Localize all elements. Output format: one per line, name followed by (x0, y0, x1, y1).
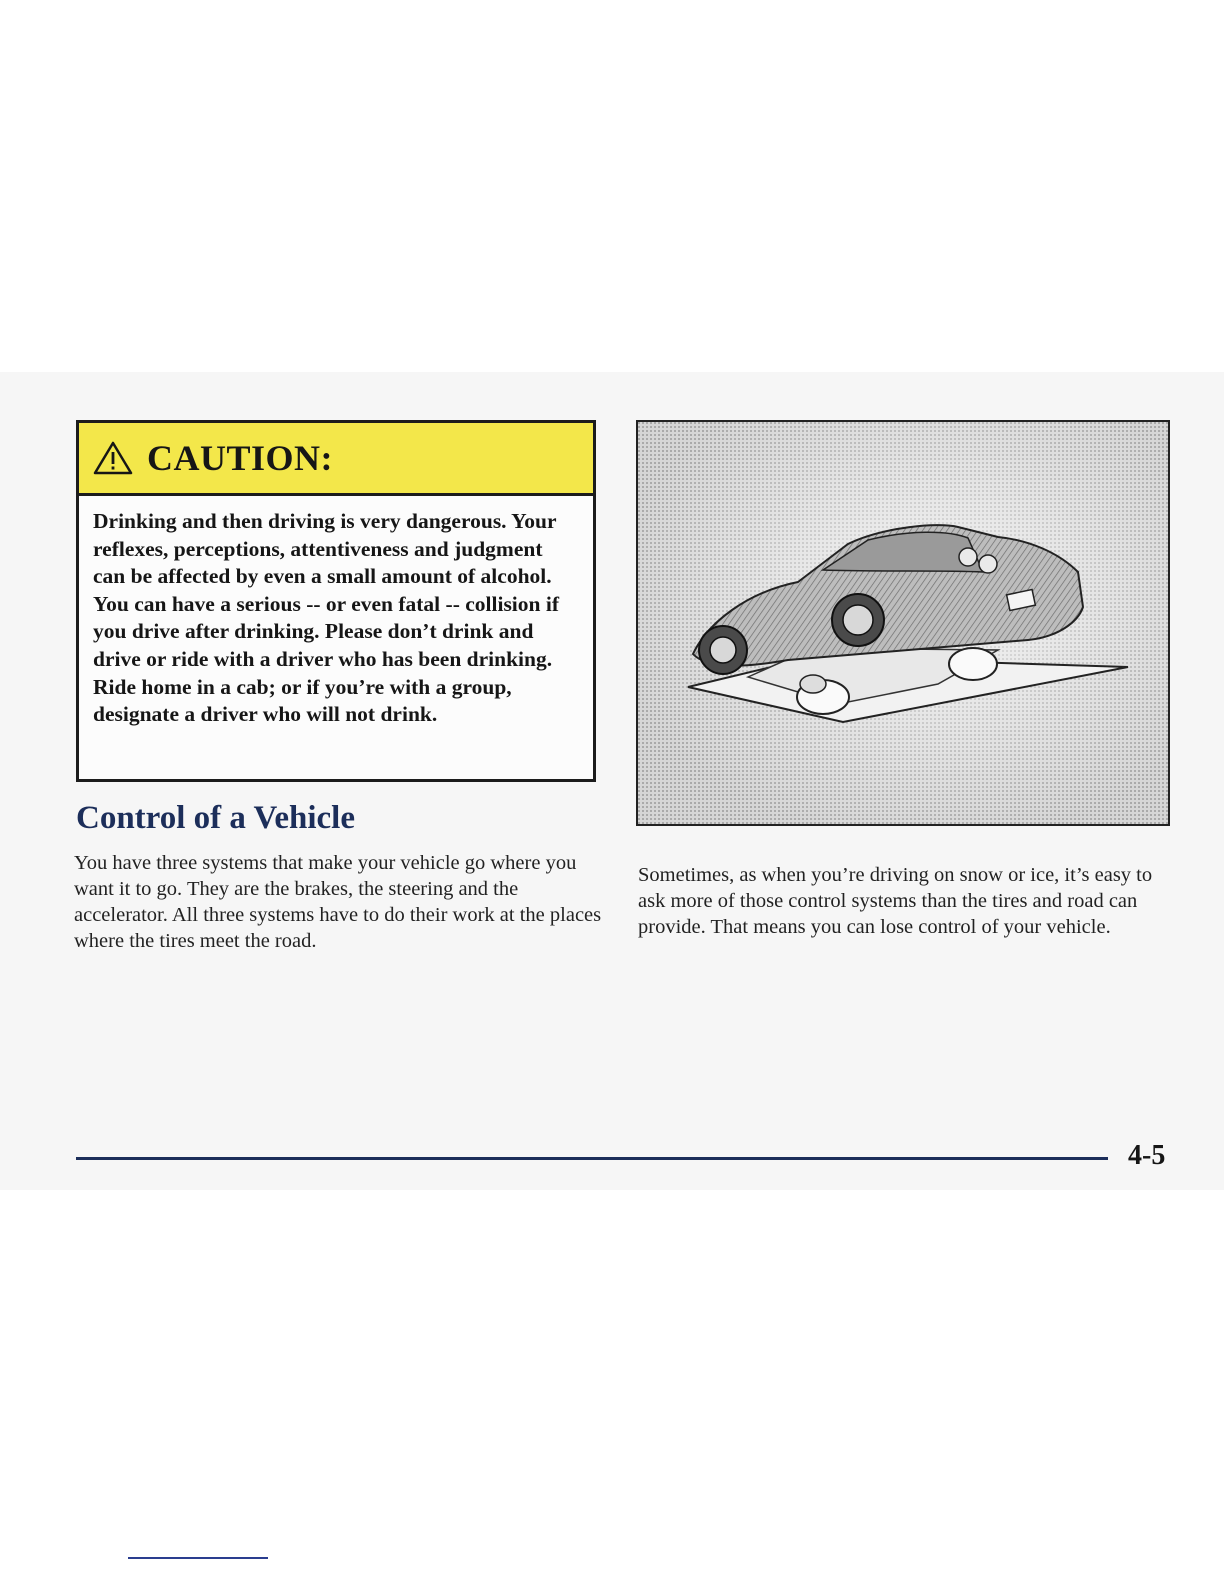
warning-triangle-icon (93, 440, 133, 476)
section-title: Control of a Vehicle (76, 800, 355, 836)
caution-text: Drinking and then driving is very dangerous. Your reflexes, perceptions, attentiveness and judgment can be affected by even a small amount of alcohol. You can have a serious -- or even fatal -- collision if you drive after drinking. Please don’t drink and drive or ride with a driver who has been drinking. Ride home in a cab; or if you’re with a group, designate a driver who will not drink. (93, 509, 559, 727)
bottom-rule (128, 1557, 268, 1559)
page-number: 4-5 (1128, 1140, 1166, 1171)
caution-title: CAUTION: (147, 438, 334, 478)
caution-box (76, 420, 596, 782)
footer-rule (76, 1157, 1108, 1160)
body-paragraph-left: You have three systems that make your vehicle go where you want it to go. They are the brakes, the steering and the accelerator. All three systems have to do their work at the places where the tires meet the road. (74, 852, 602, 952)
caution-header (79, 423, 593, 496)
vehicle-illustration (636, 420, 1170, 826)
body-paragraph-right: Sometimes, as when you’re driving on snow or ice, it’s easy to ask more of those control systems than the tires and road can provide. That means you can lose control of your vehicle. (638, 864, 1153, 938)
